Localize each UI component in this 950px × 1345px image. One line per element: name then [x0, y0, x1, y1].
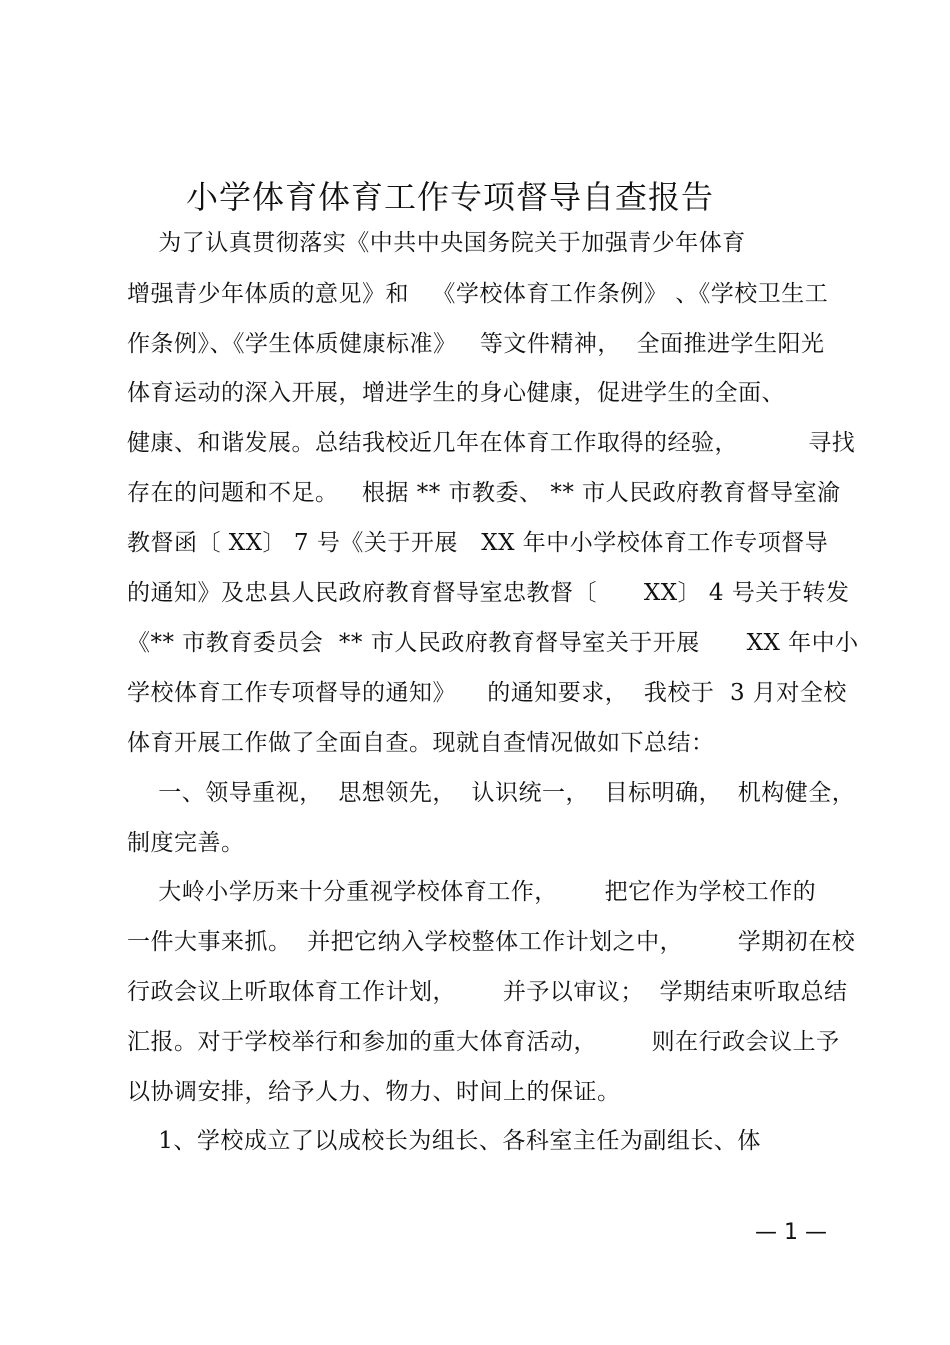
- text-line: 存在的问题和不足。 根据 ** 市教委、 ** 市人民政府教育督导室渝: [127, 480, 841, 506]
- text-line: 行政会议上听取体育工作计划， 并予以审议； 学期结束听取总结: [127, 979, 848, 1005]
- text-line: 1、学校成立了以成校长为组长、各科室主任为副组长、体: [127, 1128, 761, 1154]
- text-line: 学校体育工作专项督导的通知》 的通知要求， 我校于 3 月对全校: [127, 680, 847, 706]
- text-line: 体育运动的深入开展，增进学生的身心健康，促进学生的全面、: [127, 380, 785, 406]
- text-line: 为了认真贯彻落实《中共中央国务院关于加强青少年体育: [127, 230, 746, 256]
- text-line: 的通知》及忠县人民政府教育督导室忠教督〔 XX〕 4 号关于转发: [127, 580, 850, 606]
- text-line: 健康、和谐发展。总结我校近几年在体育工作取得的经验， 寻找: [127, 430, 856, 456]
- text-line: 作条例》、《学生体质健康标准》 等文件精神， 全面推进学生阳光: [127, 331, 825, 357]
- text-line: 教督函〔 XX〕 7 号《关于开展 XX 年中小学校体育工作专项督导: [127, 530, 829, 556]
- text-line: 以协调安排，给予人力、物力、时间上的保证。: [127, 1079, 621, 1105]
- text-line: 体育开展工作做了全面自查。现就自查情况做如下总结：: [127, 730, 715, 756]
- text-line: 制度完善。: [127, 830, 245, 856]
- text-line: 《** 市教育委员会 ** 市人民政府教育督导室关于开展 XX 年中小: [127, 630, 859, 656]
- text-line: 一、领导重视， 思想领先， 认识统一， 目标明确， 机构健全，: [127, 780, 856, 806]
- document-title: 小学体育体育工作专项督导自查报告: [185, 178, 714, 216]
- text-line: 大岭小学历来十分重视学校体育工作， 把它作为学校工作的: [127, 879, 817, 905]
- text-line: 增强青少年体质的意见》和 《学校体育工作条例》 、《学校卫生工: [127, 281, 829, 307]
- page-number: — 1 —: [755, 1220, 827, 1245]
- text-line: 汇报。对于学校举行和参加的重大体育活动， 则在行政会议上予: [127, 1029, 840, 1055]
- text-line: 一件大事来抓。 并把它纳入学校整体工作计划之中， 学期初在校: [127, 929, 856, 955]
